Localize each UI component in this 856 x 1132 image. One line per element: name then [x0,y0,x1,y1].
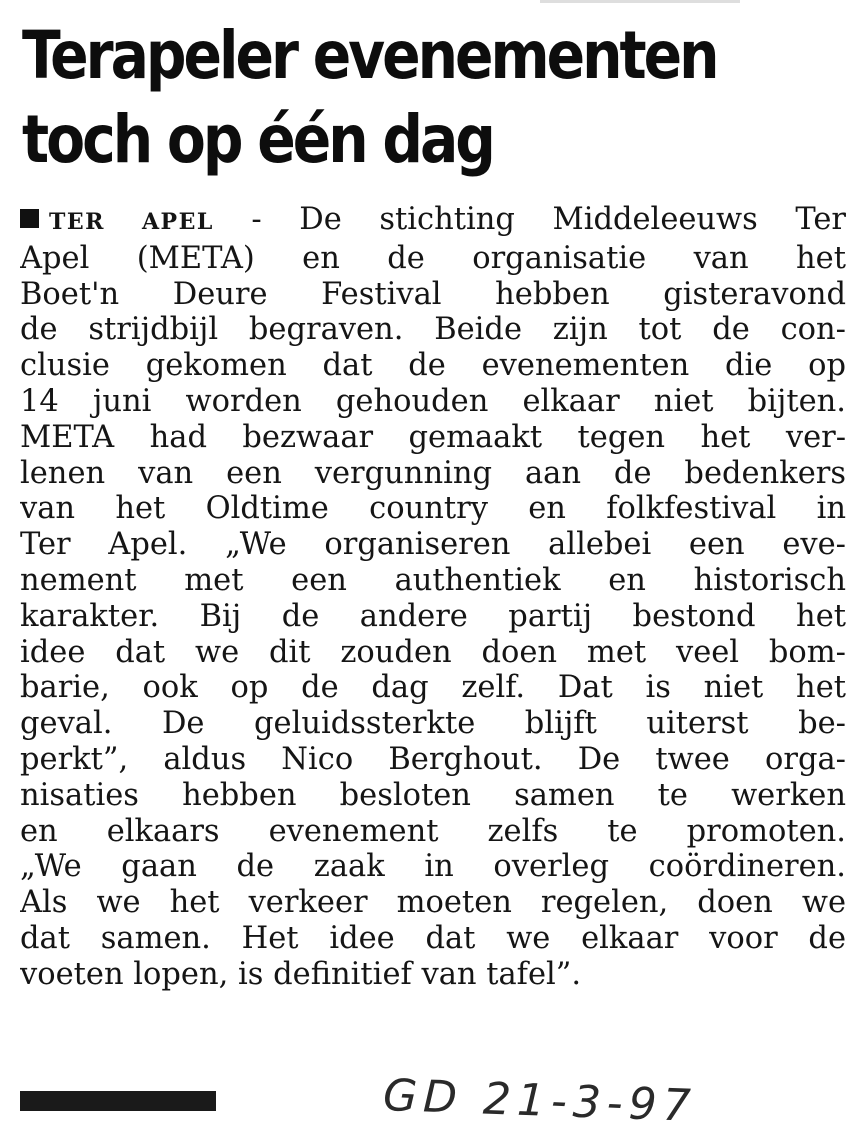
body-line: idee dat we dit zouden doen met veel bom- [20,634,846,670]
scan-edge-mark [540,0,740,3]
body-line: Als we het verkeer moeten regelen, doen we [20,885,846,921]
body-line: nement met een authentiek en historisch [20,562,846,598]
body-line: barie, ook op de dag zelf. Dat is niet het [20,670,846,706]
body-line: clusie gekomen dat de evenementen die op [20,348,846,384]
body-line-1 [20,202,846,241]
body-line: Apel (META) en de organisatie van het [20,240,846,276]
dateline: TER APEL [49,209,214,235]
body-line: META had bezwaar gemaakt tegen het ver- [20,419,846,455]
handwritten-source-note: GD 21-3-97 [382,1070,698,1132]
headline-line-2: toch op één dag [22,101,493,178]
body-line: perkt”, aldus Nico Berghout. De twee orga- [20,741,846,777]
body-line-1-text: De stichting Middeleeuws Ter [299,202,846,237]
body-line: 14 juni worden gehouden elkaar niet bijten. [20,383,846,419]
body-line: nisaties hebben besloten samen te werken [20,777,846,813]
body-line: Boet'n Deure Festival hebben gisteravond [20,276,846,312]
bullet-square-icon [20,209,39,228]
body-line: de strijdbijl begraven. Beide zijn tot de con- [20,312,846,348]
body-line: lenen van een vergunning aan de bedenkers [20,455,846,491]
article-end-bar [20,1091,216,1111]
body-line: karakter. Bij de andere partij bestond het [20,598,846,634]
article-headline [22,14,727,182]
body-line: geval. De geluidssterkte blijft uiterst be- [20,706,846,742]
body-line: van het Oldtime country en folkfestival in [20,491,846,527]
article-body [20,202,846,993]
headline-line-1: Terapeler evenementen [22,17,717,94]
body-line: dat samen. Het idee dat we elkaar voor de [20,920,846,956]
body-line: en elkaars evenement zelfs te promoten. [20,813,846,849]
lead-separator: - [213,202,300,237]
body-line-last: voeten lopen, is definitief van tafel”. [20,956,582,992]
body-line: „We gaan de zaak in overleg coördineren. [20,849,846,885]
body-line: Ter Apel. „We organiseren allebei een eve- [20,527,846,563]
